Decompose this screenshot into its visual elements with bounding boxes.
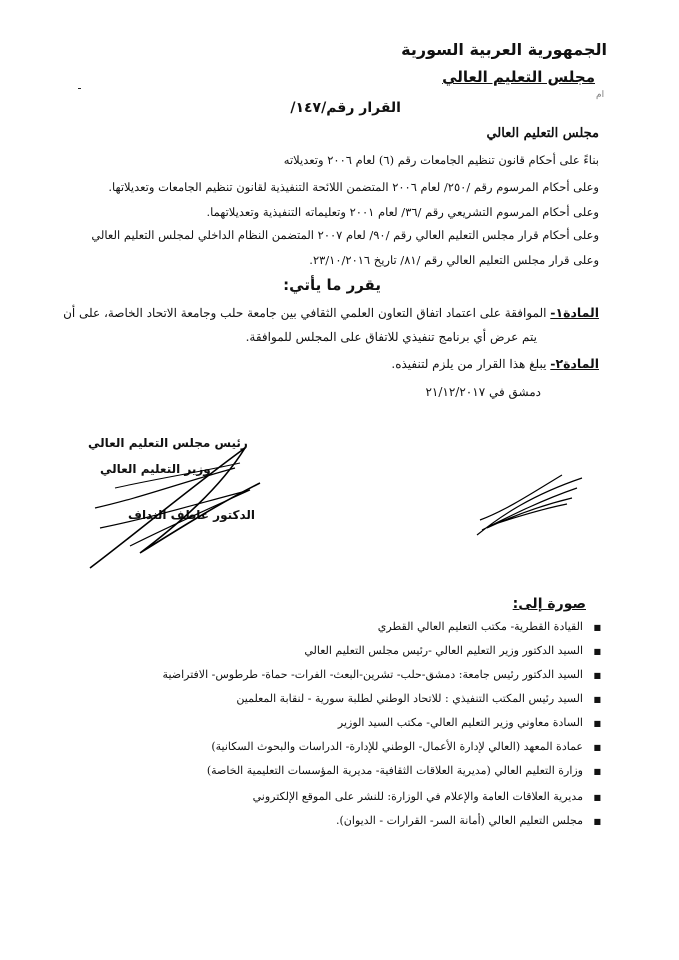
preamble-line: وعلى قرار مجلس التعليم العالي رقم /٨١/ تاريخ ٢٣/١٠/٢٠١٦. — [309, 253, 599, 267]
country-name: الجمهورية العربية السورية — [401, 40, 607, 59]
cc-item: ■ وزارة التعليم العالي (مديرية العلاقات الثقافية- مديرية المؤسسات التعليمية الخاصة) — [207, 764, 583, 777]
signature-title-1: رئيس مجلس التعليم العالي — [88, 436, 248, 450]
cc-item: ■ السيد رئيس المكتب التنفيذي : للاتحاد الوطني لطلبة سورية - لنقابة المعلمين — [236, 692, 583, 705]
cc-item: ■ السيد الدكتور رئيس جامعة: دمشق-حلب- تشرين-البعث- الفرات- حماة- طرطوس- الافتراضية — [163, 668, 583, 681]
signatory-name: الدكتور عاطف النداف — [128, 508, 256, 522]
signature-title-2: وزير التعليم العالي — [100, 462, 211, 476]
preamble-line: وعلى أحكام المرسوم التشريعي رقم /٣٦/ لعام ٢٠٠١ وتعليماته التنفيذية وتعديلاتهما. — [206, 205, 599, 219]
initials-mark — [472, 470, 592, 540]
article-1-continued: يتم عرض أي برنامج تنفيذي للاتفاق على المجلس للموافقة. — [245, 330, 537, 344]
cc-item: ■ مديرية العلاقات العامة والإعلام في الوزارة: للنشر على الموقع الإلكتروني — [253, 790, 583, 803]
article-2-text: يبلغ هذا القرار من يلزم لتنفيذه. — [391, 357, 547, 371]
article-2-label: المادة٢- — [550, 356, 599, 371]
decides-heading: يقرر ما يأتي: — [283, 276, 381, 294]
handwritten-signature — [70, 428, 280, 578]
council-name: مجلس التعليم العالي — [442, 68, 595, 86]
preamble-line: وعلى أحكام قرار مجلس التعليم العالي رقم /٩٠/ لعام ٢٠٠٧ المتضمن النظام الداخلي لمجلس التعليم العالي — [91, 228, 599, 242]
article-1-text: الموافقة على اعتماد اتفاق التعاون العلمي الثقافي بين جامعة حلب وجامعة الاتحاد الخاصة، على أن — [63, 306, 547, 320]
article-2 — [391, 356, 599, 371]
cc-item: ■ القيادة القطرية- مكتب التعليم العالي القطري — [378, 620, 583, 633]
article-1 — [63, 305, 599, 320]
cc-item: ■ عمادة المعهد (العالي لإدارة الأعمال- الوطني للإدارة- الدراسات والبحوث السكانية) — [211, 740, 583, 753]
stamp-mark: ام — [596, 90, 605, 100]
place-date: دمشق في ٢١/١٢/٢٠١٧ — [425, 385, 541, 399]
cc-item: ■ السيد الدكتور وزير التعليم العالي -رئيس مجلس التعليم العالي — [304, 644, 583, 657]
preamble-line: وعلى أحكام المرسوم رقم /٢٥٠/ لعام ٢٠٠٦ المتضمن اللائحة التنفيذية لقانون تنظيم الجامعات وتعديلاتها. — [108, 180, 599, 194]
decision-title: القرار رقم/١٤٧/ — [290, 100, 401, 116]
cc-item: ■ السادة معاوني وزير التعليم العالي- مكتب السيد الوزير — [338, 716, 583, 729]
preamble-line: بناءً على أحكام قانون تنظيم الجامعات رقم (٦) لعام ٢٠٠٦ وتعديلاته — [283, 153, 599, 167]
cc-title: صورة إلى: — [512, 596, 586, 612]
cc-item: ■ مجلس التعليم العالي (أمانة السر- القرارات - الديوان). — [336, 814, 583, 827]
header-divider — [78, 88, 81, 89]
issuer: مجلس التعليم العالي — [486, 126, 599, 141]
article-1-label: المادة١- — [550, 305, 599, 320]
